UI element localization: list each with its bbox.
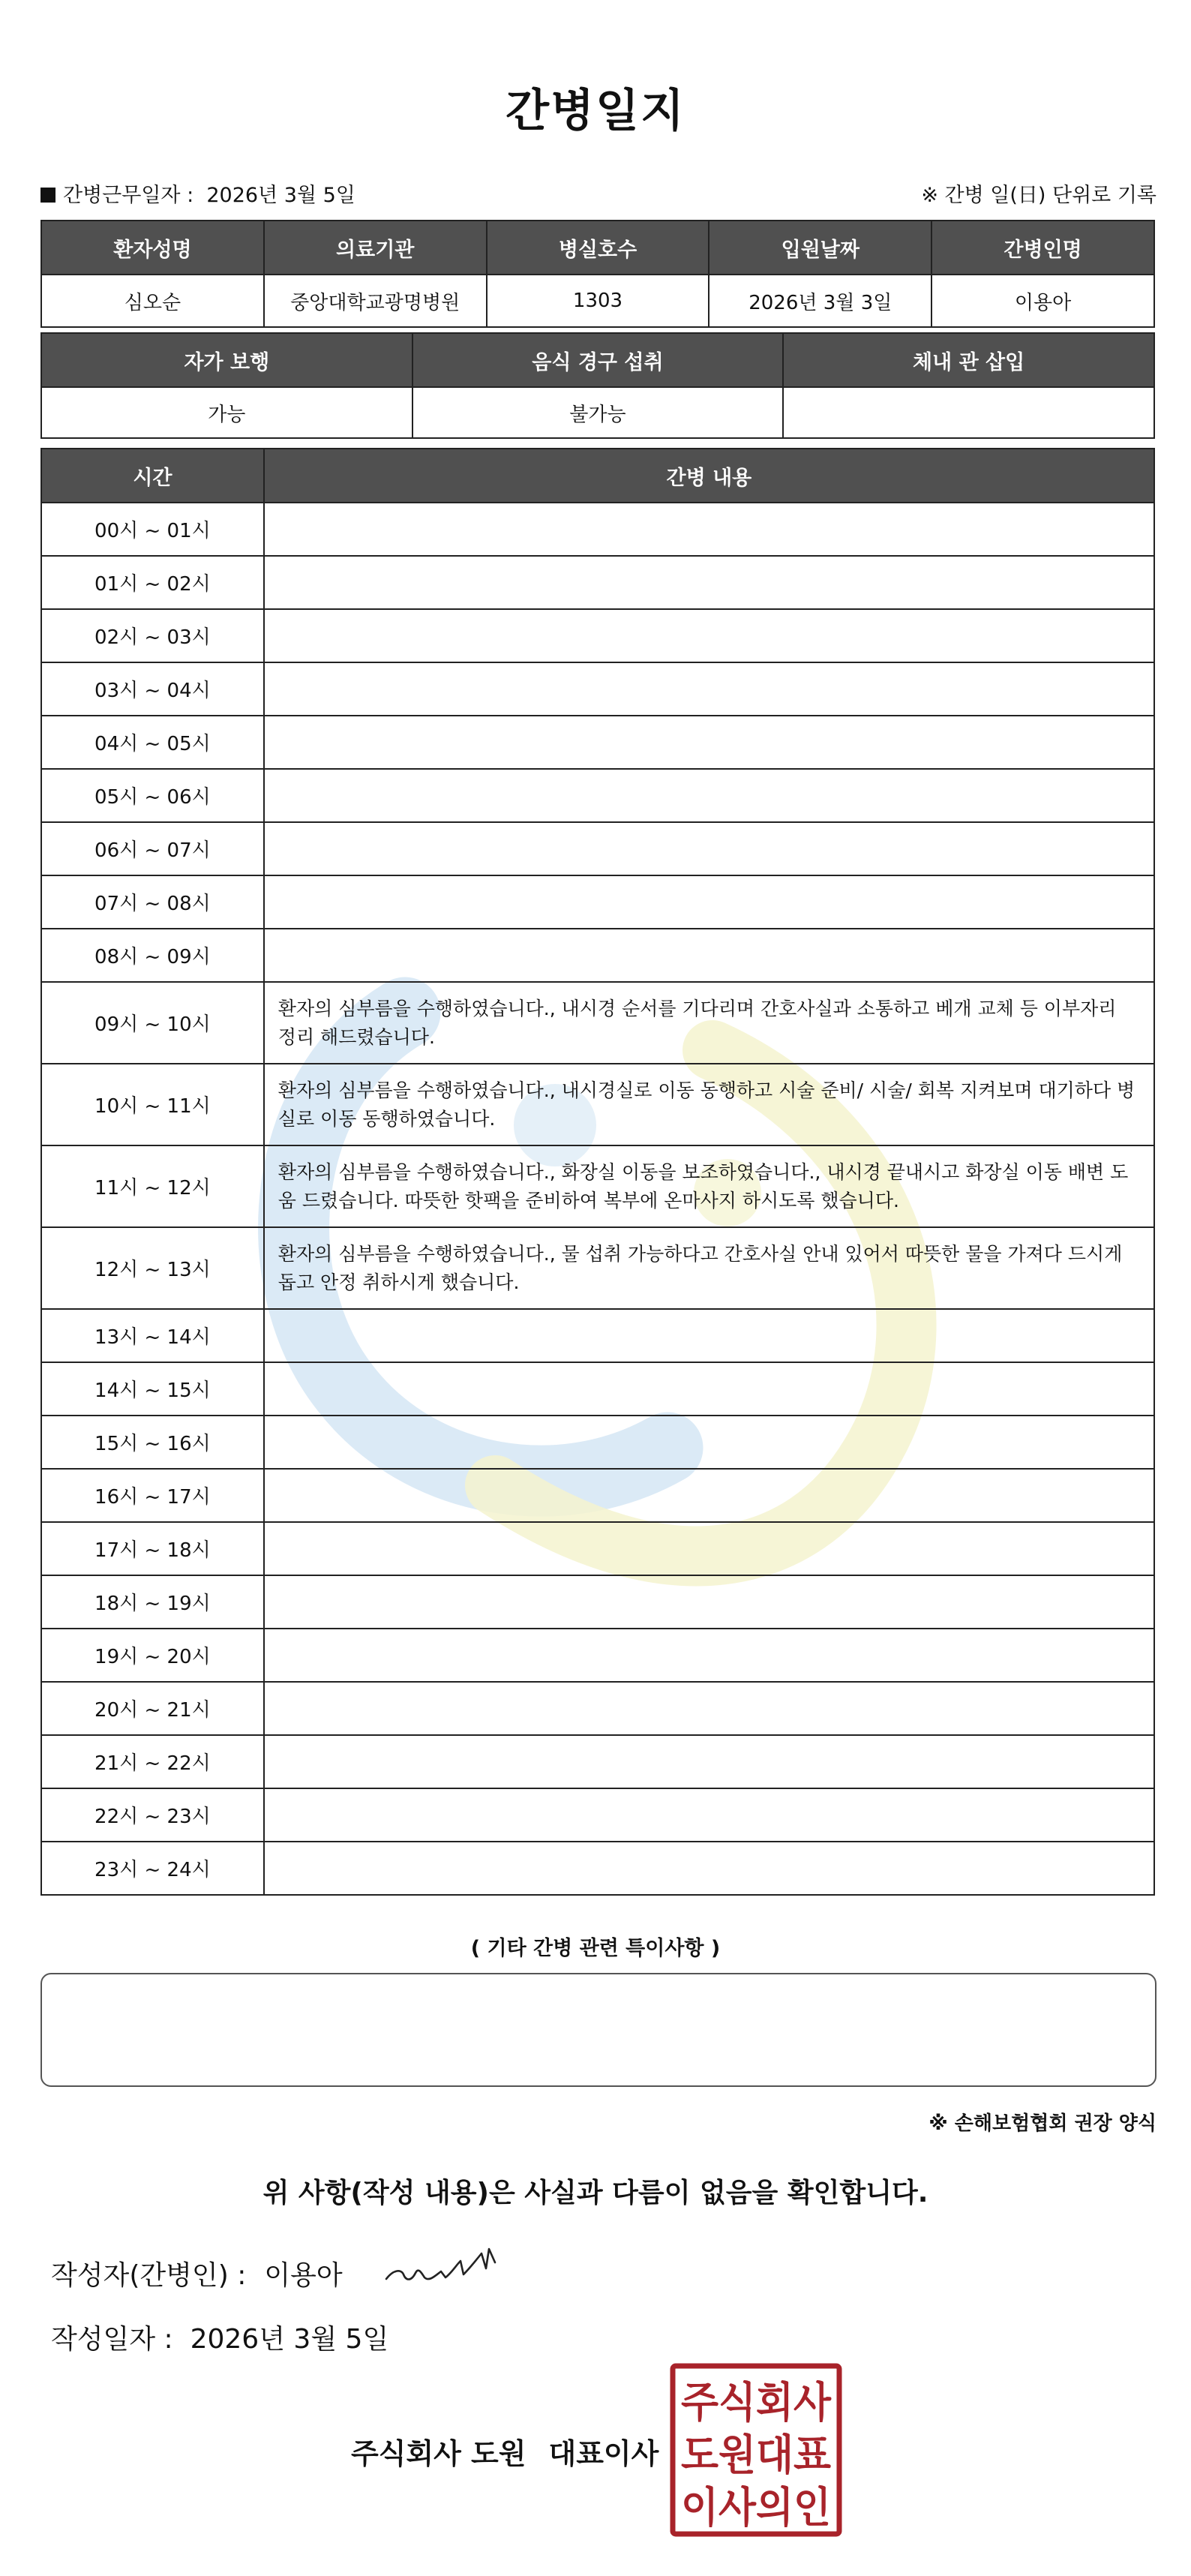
content-cell	[264, 1575, 1154, 1629]
table-row	[41, 1735, 1154, 1788]
content-cell	[264, 1522, 1154, 1575]
content-cell	[264, 716, 1154, 769]
time-cell: 22시 ~ 23시	[41, 1788, 264, 1842]
content-cell: 환자의 심부름을 수행하였습니다., 물 섭취 가능하다고 간호사실 안내 있어서 따뜻한 물을 가져다 드시게 돕고 안정 취하시게 했습니다.	[264, 1227, 1154, 1309]
table-row	[41, 556, 1154, 609]
time-cell: 08시 ~ 09시	[41, 929, 264, 982]
time-cell: 14시 ~ 15시	[41, 1362, 264, 1416]
time-cell: 05시 ~ 06시	[41, 769, 264, 822]
work-date-line	[40, 179, 356, 208]
content-cell	[264, 1362, 1154, 1416]
content-cell	[264, 822, 1154, 875]
signature-icon	[382, 2243, 502, 2295]
time-cell: 17시 ~ 18시	[41, 1522, 264, 1575]
written-date-line	[51, 2318, 388, 2356]
record-note: ※ 간병 일(日) 단위로 기록	[921, 184, 1156, 207]
patient-info-header-row	[41, 221, 1154, 275]
ceo-title: 대표이사	[548, 2437, 659, 2470]
time-cell: 01시 ~ 02시	[41, 556, 264, 609]
content-cell	[264, 875, 1154, 929]
content-cell	[264, 1416, 1154, 1469]
table-row	[41, 1842, 1154, 1895]
content-cell: 환자의 심부름을 수행하였습니다., 내시경실로 이동 동행하고 시술 준비/ 시술/ 회복 지켜보며 대기하다 병실로 이동 동행하였습니다.	[264, 1064, 1154, 1145]
writer-label: 작성자(간병인) :	[51, 2260, 247, 2291]
time-cell: 10시 ~ 11시	[41, 1064, 264, 1145]
table-row	[41, 609, 1154, 662]
table-row	[41, 662, 1154, 716]
time-cell: 13시 ~ 14시	[41, 1309, 264, 1362]
content-cell	[264, 1788, 1154, 1842]
table-row	[41, 769, 1154, 822]
time-cell: 18시 ~ 19시	[41, 1575, 264, 1629]
table-row	[41, 822, 1154, 875]
admission-date-header: 입원날짜	[709, 221, 932, 275]
time-cell: 04시 ~ 05시	[41, 716, 264, 769]
tube-insertion-value	[783, 387, 1154, 438]
time-cell: 02시 ~ 03시	[41, 609, 264, 662]
time-cell: 16시 ~ 17시	[41, 1469, 264, 1522]
table-row	[41, 716, 1154, 769]
written-date-value: 2026년 3월 5일	[190, 2324, 389, 2355]
table-row	[41, 1064, 1154, 1145]
time-cell: 07시 ~ 08시	[41, 875, 264, 929]
content-cell	[264, 1469, 1154, 1522]
caregiver-name: 이용아	[932, 275, 1154, 327]
work-date-value: 2026년 3월 5일	[206, 184, 356, 207]
content-cell	[264, 1735, 1154, 1788]
admission-date: 2026년 3월 3일	[709, 275, 932, 327]
care-content-header: 간병 내용	[264, 449, 1154, 503]
time-header: 시간	[41, 449, 264, 503]
table-row	[41, 1416, 1154, 1469]
patient-name: 심오순	[41, 275, 264, 327]
table-row	[41, 1227, 1154, 1309]
content-cell	[264, 1309, 1154, 1362]
oral-intake-value: 불가능	[412, 387, 784, 438]
time-cell: 06시 ~ 07시	[41, 822, 264, 875]
special-notes-label: ( 기타 간병 관련 특이사항 )	[470, 1937, 721, 1960]
status-header-row	[41, 333, 1154, 387]
table-row	[41, 1362, 1154, 1416]
time-cell: 21시 ~ 22시	[41, 1735, 264, 1788]
table-row	[41, 1145, 1154, 1227]
caregiver-name-header: 간병인명	[932, 221, 1154, 275]
care-log-table	[40, 448, 1155, 1896]
content-cell	[264, 503, 1154, 556]
writer-name: 이용아	[264, 2260, 343, 2291]
table-row	[41, 1788, 1154, 1842]
table-row	[41, 1522, 1154, 1575]
patient-status-table	[40, 332, 1155, 439]
table-row	[41, 875, 1154, 929]
svg-text:도원대표: 도원대표	[681, 2431, 831, 2480]
status-row	[41, 387, 1154, 438]
time-cell: 09시 ~ 10시	[41, 982, 264, 1064]
oral-intake-header: 음식 경구 섭취	[412, 333, 784, 387]
content-cell	[264, 769, 1154, 822]
confirmation-statement: 위 사항(작성 내용)은 사실과 다름이 없음을 확인합니다.	[262, 2178, 928, 2208]
tube-insertion-header: 체내 관 삽입	[783, 333, 1154, 387]
content-cell: 환자의 심부름을 수행하였습니다., 내시경 순서를 기다리며 간호사실과 소통하고 베개 교체 등 이부자리 정리 해드렸습니다.	[264, 982, 1154, 1064]
content-cell	[264, 556, 1154, 609]
time-cell: 11시 ~ 12시	[41, 1145, 264, 1227]
patient-info-table	[40, 220, 1155, 328]
content-cell	[264, 1842, 1154, 1895]
content-cell	[264, 1682, 1154, 1735]
page-title: 간병일지	[506, 85, 686, 137]
content-cell	[264, 609, 1154, 662]
table-row	[41, 1469, 1154, 1522]
table-row	[41, 1629, 1154, 1682]
table-row	[41, 929, 1154, 982]
form-note: ※ 손해보험협회 권장 양식	[928, 2112, 1156, 2135]
time-cell: 20시 ~ 21시	[41, 1682, 264, 1735]
work-date-label: 간병근무일자 :	[63, 184, 194, 207]
content-cell	[264, 929, 1154, 982]
room-number: 1303	[487, 275, 710, 327]
table-row	[41, 1682, 1154, 1735]
time-cell: 23시 ~ 24시	[41, 1842, 264, 1895]
log-header-row	[41, 449, 1154, 503]
hospital-name: 중앙대학교광명병원	[264, 275, 487, 327]
table-row	[41, 503, 1154, 556]
table-row	[41, 1575, 1154, 1629]
patient-info-row	[41, 275, 1154, 327]
svg-text:이사의인: 이사의인	[681, 2484, 831, 2532]
company-name: 주식회사 도원	[351, 2437, 526, 2470]
table-row	[41, 982, 1154, 1064]
company-seal-icon	[670, 2363, 842, 2537]
written-date-label: 작성일자 :	[51, 2324, 173, 2355]
svg-text:주식회사: 주식회사	[681, 2379, 832, 2427]
square-bullet-icon	[40, 188, 56, 203]
table-row	[41, 1309, 1154, 1362]
time-cell: 00시 ~ 01시	[41, 503, 264, 556]
hospital-header: 의료기관	[264, 221, 487, 275]
time-cell: 03시 ~ 04시	[41, 662, 264, 716]
company-signature-line	[351, 2430, 658, 2472]
time-cell: 15시 ~ 16시	[41, 1416, 264, 1469]
time-cell: 19시 ~ 20시	[41, 1629, 264, 1682]
walking-header: 자가 보행	[41, 333, 412, 387]
special-notes-box	[40, 1973, 1156, 2087]
time-cell: 12시 ~ 13시	[41, 1227, 264, 1309]
room-number-header: 병실호수	[487, 221, 710, 275]
content-cell	[264, 662, 1154, 716]
content-cell	[264, 1629, 1154, 1682]
patient-name-header: 환자성명	[41, 221, 264, 275]
content-cell: 환자의 심부름을 수행하였습니다., 화장실 이동을 보조하였습니다., 내시경 끝내시고 화장실 이동 배변 도움 드렸습니다. 따뜻한 핫팩을 준비하여 복부에 온마사지 하시도록 했습니다.	[264, 1145, 1154, 1227]
walking-value: 가능	[41, 387, 412, 438]
writer-line	[51, 2254, 343, 2292]
